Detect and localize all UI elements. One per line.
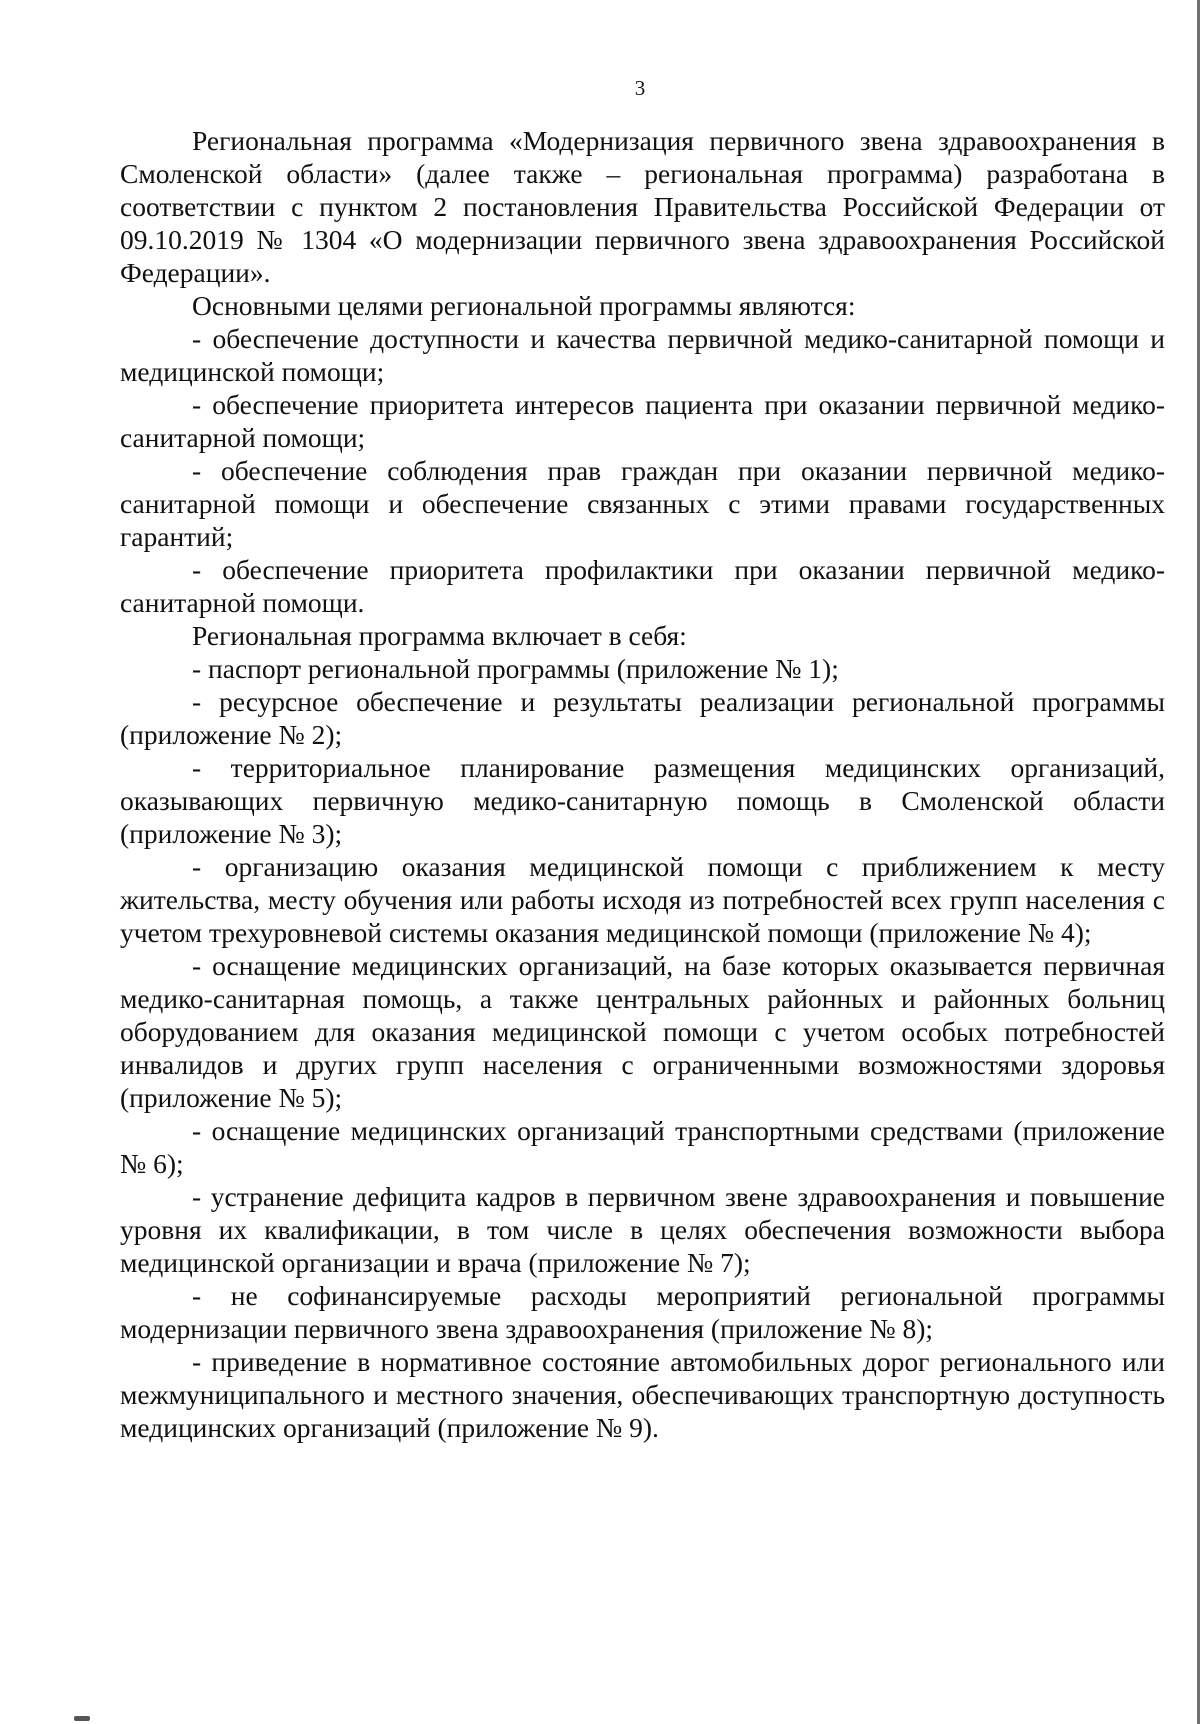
list-item-appendix: - ресурсное обеспечение и результаты реализации региональной программы (приложение № 2);: [120, 686, 1165, 750]
list-item-appendix: - оснащение медицинских организаций транспортными средствами (приложение № 6);: [120, 1115, 1165, 1179]
paragraph-goals-heading: Основными целями региональной программы являются:: [192, 290, 856, 321]
list-item-goal: - обеспечение приоритета интересов пациента при оказании первичной медико-санитарной помощи;: [120, 389, 1165, 453]
list-item-appendix: - приведение в нормативное состояние автомобильных дорог регионального или межмуниципального и местного значения, обеспечивающих транспортную доступность медицинских организаций (приложение № 9).: [120, 1346, 1165, 1443]
page-number: 3: [634, 76, 646, 100]
list-item-appendix: - организацию оказания медицинской помощи с приближением к месту жительства, месту обучения или работы исходя из потребностей всех групп населения с учетом трехуровневой системы оказания медицинской помощи (приложение № 4);: [120, 851, 1165, 948]
list-item-goal: - обеспечение доступности и качества первичной медико-санитарной помощи и медицинской помощи;: [120, 323, 1165, 387]
paragraph-intro: Региональная программа «Модернизация первичного звена здравоохранения в Смоленской области» (далее также – региональная программа) разработана в соответствии с пунктом 2 постановления Правительства Российской Федерации от 09.10.2019 № 1304 «О модернизации первичного звена здравоохранения Российской Федерации».: [120, 125, 1165, 288]
list-item-goal: - обеспечение приоритета профилактики при оказании первичной медико-санитарной помощи.: [120, 554, 1165, 618]
scan-artifact-mark: [74, 1716, 90, 1721]
list-item-appendix: - устранение дефицита кадров в первичном звене здравоохранения и повышение уровня их квалификации, в том числе в целях обеспечения возможности выбора медицинской организации и врача (приложение № 7);: [120, 1181, 1165, 1278]
list-item-goal: - обеспечение соблюдения прав граждан при оказании первичной медико-санитарной помощи и обеспечение связанных с этими правами государственных гарантий;: [120, 455, 1165, 552]
list-item-appendix: - не софинансируемые расходы мероприятий региональной программы модернизации первичного звена здравоохранения (приложение № 8);: [120, 1280, 1165, 1344]
document-body: [120, 124, 1165, 1444]
list-item-appendix: - оснащение медицинских организаций, на базе которых оказывается первичная медико-санитарная помощь, а также центральных районных и районных больниц оборудованием для оказания медицинской помощи с учетом особых потребностей инвалидов и других групп населения с ограниченными возможностями здоровья (приложение № 5);: [120, 950, 1165, 1113]
list-item-appendix: - паспорт региональной программы (приложение № 1);: [192, 653, 839, 684]
paragraph-contents-heading: Региональная программа включает в себя:: [192, 620, 687, 651]
list-item-appendix: - территориальное планирование размещения медицинских организаций, оказывающих первичную медико-санитарную помощь в Смоленской области (приложение № 3);: [120, 752, 1165, 849]
